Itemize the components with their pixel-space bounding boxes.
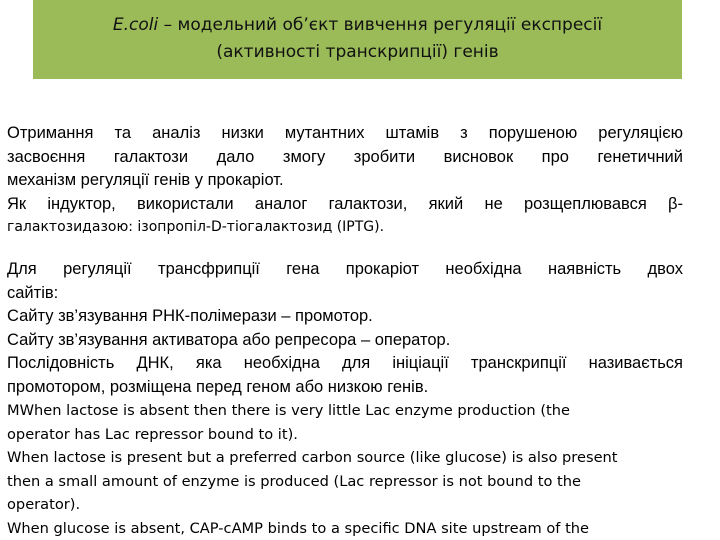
- paragraph-inducer: [7, 193, 683, 239]
- title-italic-organism: E.coli: [112, 15, 159, 35]
- text-line: Сайту зв’язування активатора або репресора – оператор.: [7, 330, 451, 349]
- title-line-1: [33, 12, 682, 39]
- text-line: Для регуляції трансфрипції гена прокаріот необхідна наявність двох: [7, 260, 683, 278]
- title-banner: [33, 0, 682, 79]
- text-line: засвоєння галактози дало змогу зробити висновок про генетичний: [7, 147, 683, 166]
- text-line: галактозидазою: ізопропіл-D-тіогалактозид (IPTG).: [7, 219, 385, 235]
- slide-body: [7, 122, 683, 540]
- text-line: then a small amount of enzyme is produced (Lac repressor is not bound to the: [7, 472, 581, 490]
- paragraph-gap: [7, 238, 683, 258]
- text-line: operator).: [7, 496, 81, 513]
- text-line: When lactose is present but a preferred carbon source (like glucose) is also present: [7, 449, 618, 466]
- text-line: Як індуктор, використали аналог галактози, який не розщеплювався β-: [7, 194, 683, 213]
- text-line: промотором, розміщена перед геном або низкою генів.: [7, 377, 429, 396]
- text-line: механізм регуляції генів у прокаріот.: [7, 171, 284, 189]
- paragraph-mutants: [7, 122, 683, 193]
- text-line: Послідовність ДНК, яка необхідна для ініціації транскрипції називається: [7, 354, 683, 372]
- paragraph-promoter-operator: [7, 258, 683, 399]
- text-line: operator has Lac repressor bound to it).: [7, 425, 298, 443]
- text-line: MWhen lactose is absent then there is very little Lac enzyme production (the: [7, 402, 570, 419]
- text-line: сайтів:: [7, 283, 59, 302]
- text-line: When glucose is absent, CAP-cAMP binds to a specific DNA site upstream of the: [7, 519, 590, 537]
- text-line: Отримання та аналіз низки мутантних штамів з порушеною регуляцією: [7, 124, 683, 142]
- text-line: Сайту зв’язування РНК-полімерази – промотор.: [7, 307, 373, 325]
- title-line-1-text: – модельний об’єкт вивчення регуляції експресії: [158, 15, 603, 35]
- title-line-2: (активності транскрипції) генів: [216, 42, 499, 62]
- paragraph-lac-english: [7, 399, 683, 540]
